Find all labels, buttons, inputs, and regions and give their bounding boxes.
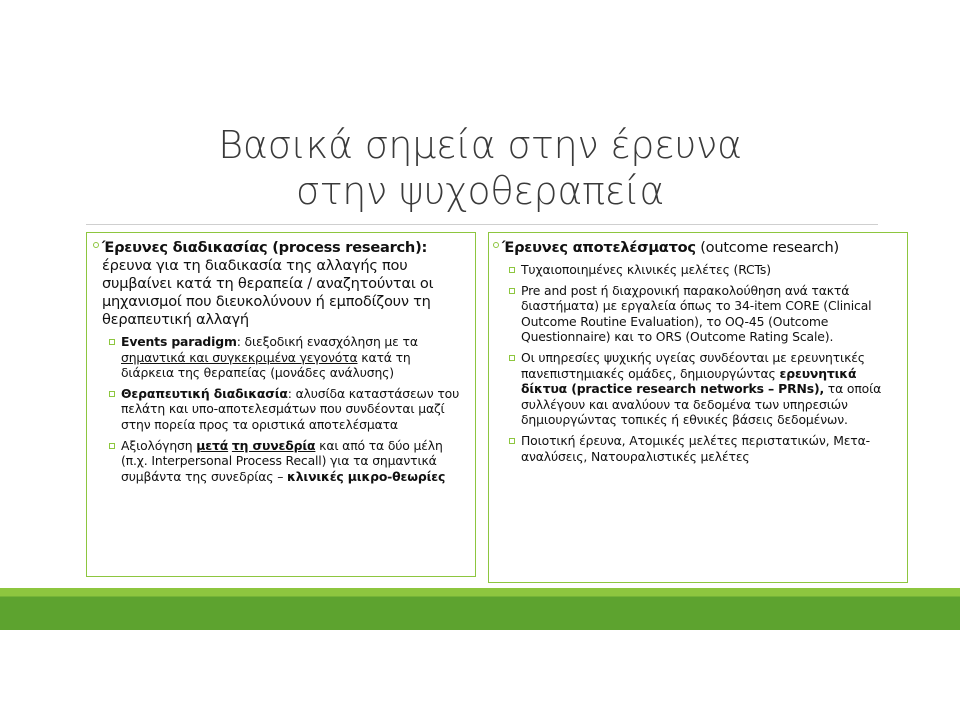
bullet-icon [109,339,115,345]
title-line-1: Βασικά σημεία στην έρευνα [218,123,742,167]
bold-term: ερευνητικά δίκτυα (practice research networks – PRNs), [521,365,857,397]
text: Τυχαιοποιημένες κλινικές μελέτες (RCTs) [521,262,771,277]
process-bullets [93,334,467,484]
text: κατά τη διάρκεια της θεραπείας (μονάδες ανάλυσης) [121,349,411,381]
text: και από τα δύο μέλη (π.χ. Interpersonal Process Recall) για τα σημαντικά συμβάντα της συνεδρίας – [121,437,443,484]
heading-rest: (outcome research) [695,239,839,256]
list-item [109,386,467,433]
bullet-icon [493,242,499,248]
text: Ποιοτική έρευνα, Ατομικές μελέτες περιστατικών, Μετα-αναλύσεις, Νατουραλιστικές μελέτες [521,432,870,464]
title-divider [86,224,878,225]
list-item [509,350,901,428]
text: : διεξοδική ενασχόληση με τα [236,334,418,349]
list-item [109,438,467,485]
text: Αξιολόγηση [121,437,197,453]
footer-band [0,588,960,630]
bullet-icon [109,443,115,449]
bullet-icon [509,288,515,294]
bold-term: Θεραπευτική διαδικασία [121,385,288,401]
list-item [509,433,901,464]
bullet-icon [509,438,515,444]
process-research-heading [93,239,467,329]
text: Pre and post ή διαχρονική παρακολούθηση ανά τακτά διαστήματα) με εργαλεία όπως το 34-item CORE (Clinical Outcome Routine Evaluation), το OQ-45 (Outcome Questionnaire) και το ORS (Outcome Rating Scale). [521,282,872,345]
text: τα οποία συλλέγουν και αναλύουν τα δεδομένα των υπηρεσιών δημιουργώντας τοπικές ή εθνικές βάσεις δεδομένων. [521,381,882,428]
slide-title [130,122,830,214]
text: Οι υπηρεσίες ψυχικής υγείας συνδέονται με ερευνητικές πανεπιστημιακές ομάδες, δημιουργώντας [521,349,865,381]
bullet-icon [509,355,515,361]
bold-term: κλινικές μικρο-θεωρίες [287,468,446,484]
process-research-panel [86,232,476,577]
bullet-icon [109,391,115,397]
underlined-text: μετά [196,437,229,453]
outcome-research-heading [493,239,901,257]
bullet-icon [93,242,99,248]
title-line-2: στην ψυχοθεραπεία [295,169,665,213]
underlined-text: σημαντικά και συγκεκριμένα γεγονότα [121,349,358,365]
heading-bold: Έρευνες αποτελέσματος [502,239,696,256]
outcome-research-panel [488,232,908,583]
heading-rest: έρευνα για τη διαδικασία της αλλαγής που συμβαίνει κατά τη θεραπεία / αναζητούνται οι μηχανισμοί που διευκολύνουν ή εμποδίζουν τη θεραπευτική αλλαγή [102,257,434,328]
bold-term: Events paradigm [121,334,237,349]
list-item [509,283,901,345]
heading-bold: Έρευνες διαδικασίας (process research): [102,239,428,256]
underlined-text: τη συνεδρία [231,437,316,453]
outcome-bullets [493,262,901,464]
text: : αλυσίδα καταστάσεων του πελάτη και υπο-αποτελεσμάτων που συνδέονται μαζί στην πορεία προς τα οριστικά αποτελέσματα [121,385,460,432]
bullet-icon [509,267,515,273]
list-item [109,334,467,381]
list-item [509,262,901,278]
